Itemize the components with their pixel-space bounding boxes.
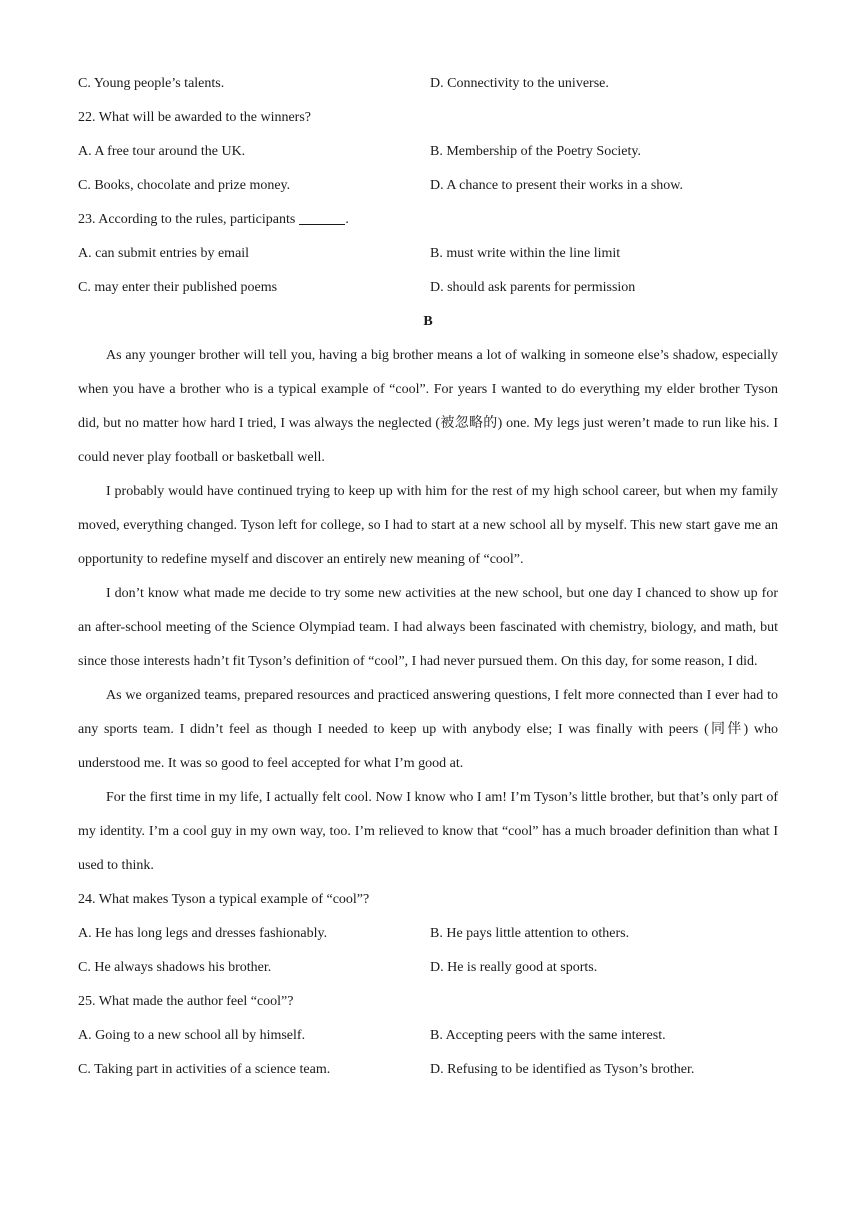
q24-option-d: D. He is really good at sports. [430, 960, 598, 975]
q23-stem-line [78, 203, 778, 237]
q21-options-row-cd [78, 67, 778, 101]
q22-options-row-cd [78, 169, 778, 203]
q25-option-c: C. Taking part in activities of a science team. [78, 1062, 331, 1077]
q21-option-d: D. Connectivity to the universe. [430, 76, 609, 91]
q21-option-c: C. Young people’s talents. [78, 76, 225, 91]
q22-option-a: A. A free tour around the UK. [78, 144, 246, 159]
exam-page [78, 67, 778, 1087]
q22-option-b: B. Membership of the Poetry Society. [430, 144, 642, 159]
section-b-title: B [423, 314, 433, 329]
q25-option-a: A. Going to a new school all by himself. [78, 1028, 306, 1043]
q24-stem: 24. What makes Tyson a typical example of “cool”? [78, 892, 370, 907]
passage-paragraph-3: I don’t know what made me decide to try some new activities at the new school, but one day I chanced to show up for an after-school meeting of the Science Olympiad team. I had always been fascinated with chemistry, biology, and math, but since those interests hadn’t fit Tyson’s definition of “cool”, I had never pursued them. On this day, for some reason, I did. [78, 586, 778, 669]
q25-option-b: B. Accepting peers with the same interest. [430, 1028, 666, 1043]
q23-option-a: A. can submit entries by email [78, 246, 250, 261]
q23-stem: 23. According to the rules, participants [78, 212, 296, 227]
q24-options-row-cd [78, 951, 778, 985]
answer-blank [299, 208, 345, 225]
q24-option-c: C. He always shadows his brother. [78, 960, 272, 975]
q23-options-row-cd [78, 271, 778, 305]
q25-stem: 25. What made the author feel “cool”? [78, 994, 294, 1009]
passage-paragraph-2: I probably would have continued trying to keep up with him for the rest of my high school career, but when my family moved, everything changed. Tyson left for college, so I had to start at a new school all by myself. This new start gave me an opportunity to redefine myself and discover an entirely new meaning of “cool”. [78, 484, 778, 567]
q23-option-d: D. should ask parents for permission [430, 280, 636, 295]
q24-option-b: B. He pays little attention to others. [430, 926, 630, 941]
q24-option-a: A. He has long legs and dresses fashionably. [78, 926, 328, 941]
passage-paragraph-5: For the first time in my life, I actually felt cool. Now I know who I am! I’m Tyson’s little brother, but that’s only part of my identity. I’m a cool guy in my own way, too. I’m relieved to know that “cool” has a much broader definition than what I used to think. [78, 790, 778, 873]
q22-option-c: C. Books, chocolate and prize money. [78, 178, 291, 193]
passage-paragraph-4: As we organized teams, prepared resources and practiced answering questions, I felt more connected than I ever had to any sports team. I didn’t feel as though I needed to keep up with anybody else; I was finally with peers (同伴) who understood me. It was so good to feel accepted for what I’m good at. [78, 688, 778, 771]
q22-option-d: D. A chance to present their works in a show. [430, 178, 683, 193]
q22-options-row-ab [78, 135, 778, 169]
q25-options-row-cd [78, 1053, 778, 1087]
passage-paragraph-1: As any younger brother will tell you, having a big brother means a lot of walking in someone else’s shadow, especially when you have a brother who is a typical example of “cool”. For years I wanted to do everything my elder brother Tyson did, but no matter how hard I tried, I was always the neglected (被忽略的) one. My legs just weren’t made to run like his. I could never play football or basketball well. [78, 348, 778, 465]
q23-option-b: B. must write within the line limit [430, 246, 621, 261]
q25-option-d: D. Refusing to be identified as Tyson’s brother. [430, 1062, 695, 1077]
q25-options-row-ab [78, 1019, 778, 1053]
q23-stem-end: . [345, 212, 349, 227]
q23-options-row-ab [78, 237, 778, 271]
q24-options-row-ab [78, 917, 778, 951]
q23-option-c: C. may enter their published poems [78, 280, 278, 295]
q22-stem: 22. What will be awarded to the winners? [78, 110, 312, 125]
